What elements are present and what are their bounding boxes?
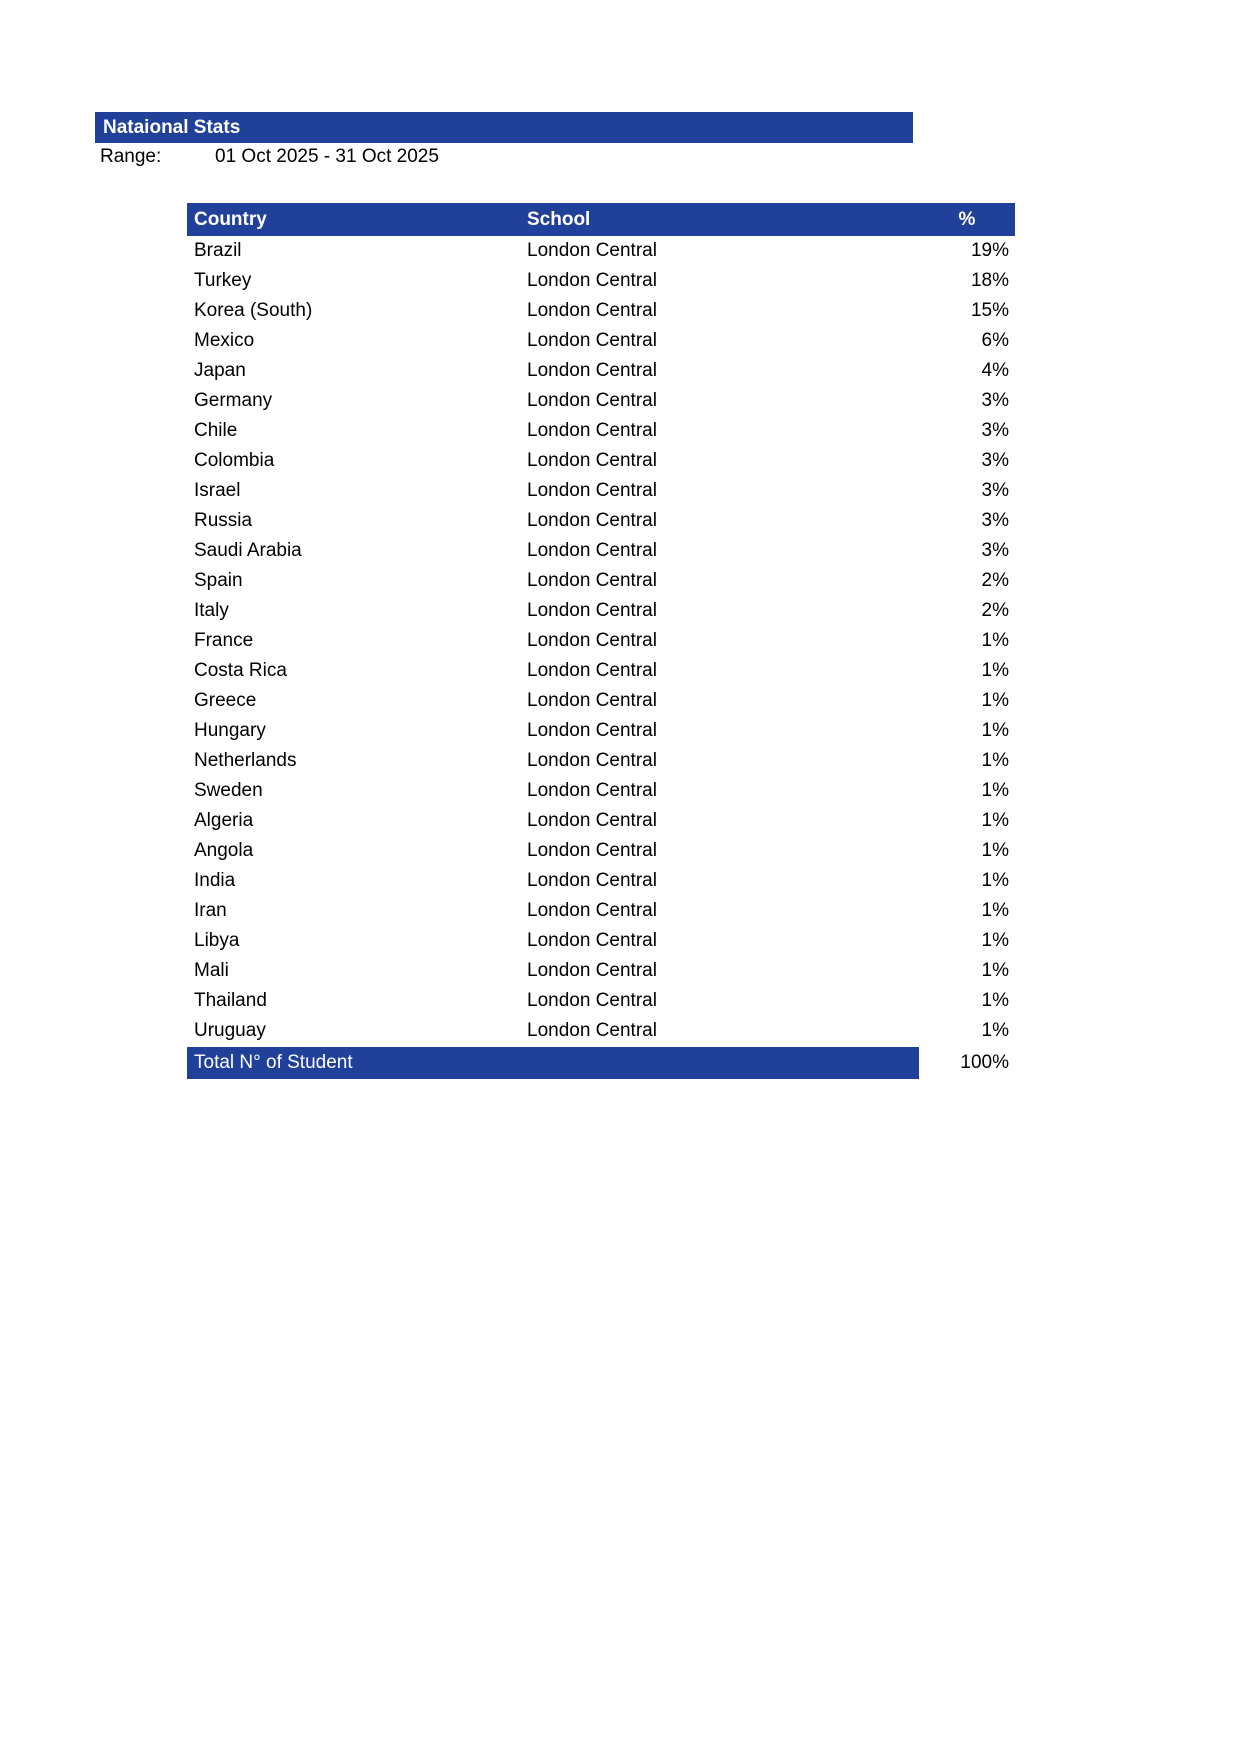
total-label: Total N° of Student: [194, 1052, 353, 1073]
total-row: [187, 1047, 1015, 1079]
percent-cell: 1%: [981, 690, 1009, 711]
school-cell: London Central: [527, 300, 657, 321]
school-cell: London Central: [527, 660, 657, 681]
percent-cell: 1%: [981, 630, 1009, 651]
country-cell: Sweden: [194, 780, 263, 801]
percent-cell: 3%: [981, 420, 1009, 441]
total-label-bar: [187, 1047, 919, 1079]
total-percent-value: 100%: [960, 1052, 1009, 1073]
country-cell: Greece: [194, 690, 257, 711]
country-cell: Russia: [194, 510, 253, 531]
percent-cell: 3%: [981, 480, 1009, 501]
table-row: [187, 926, 1015, 956]
school-cell: London Central: [527, 270, 657, 291]
country-cell: Chile: [194, 420, 238, 441]
country-cell: India: [194, 870, 236, 891]
school-cell: London Central: [527, 630, 657, 651]
table-header-row: [187, 203, 1015, 236]
table-row: [187, 626, 1015, 656]
percent-cell: 3%: [981, 390, 1009, 411]
percent-cell: 3%: [981, 540, 1009, 561]
table-body: [187, 236, 1015, 1046]
table-row: [187, 236, 1015, 266]
table-row: [187, 446, 1015, 476]
table-row: [187, 896, 1015, 926]
range-label: Range:: [100, 146, 162, 167]
percent-cell: 18%: [970, 270, 1009, 291]
table-row: [187, 266, 1015, 296]
percent-cell: 1%: [981, 840, 1009, 861]
table-row: [187, 1016, 1015, 1046]
percent-cell: 1%: [981, 720, 1009, 741]
percent-cell: 15%: [970, 300, 1009, 321]
school-cell: London Central: [527, 810, 657, 831]
table-row: [187, 776, 1015, 806]
percent-cell: 2%: [981, 570, 1009, 591]
country-cell: Costa Rica: [194, 660, 287, 681]
table-row: [187, 356, 1015, 386]
range-line: [100, 146, 700, 174]
table-row: [187, 806, 1015, 836]
country-cell: Mexico: [194, 330, 255, 351]
school-cell: London Central: [527, 1020, 657, 1041]
country-cell: Turkey: [194, 270, 252, 291]
country-cell: Japan: [194, 360, 246, 381]
country-cell: France: [194, 630, 254, 651]
table-row: [187, 686, 1015, 716]
percent-cell: 2%: [981, 600, 1009, 621]
table-row: [187, 866, 1015, 896]
school-cell: London Central: [527, 450, 657, 471]
school-cell: London Central: [527, 750, 657, 771]
table-row: [187, 296, 1015, 326]
table-row: [187, 566, 1015, 596]
nationality-stats-table: [187, 203, 1015, 1079]
country-cell: Netherlands: [194, 750, 297, 771]
table-row: [187, 536, 1015, 566]
country-cell: Mali: [194, 960, 229, 981]
percent-cell: 1%: [981, 750, 1009, 771]
country-cell: Spain: [194, 570, 243, 591]
country-cell: Iran: [194, 900, 227, 921]
percent-cell: 19%: [970, 240, 1009, 261]
country-cell: Colombia: [194, 450, 275, 471]
school-cell: London Central: [527, 360, 657, 381]
country-cell: Italy: [194, 600, 229, 621]
percent-cell: 1%: [981, 660, 1009, 681]
percent-cell: 6%: [981, 330, 1009, 351]
school-cell: London Central: [527, 780, 657, 801]
school-cell: London Central: [527, 420, 657, 441]
report-title-bar: [95, 112, 913, 143]
country-cell: Hungary: [194, 720, 266, 741]
table-row: [187, 956, 1015, 986]
school-cell: London Central: [527, 960, 657, 981]
country-cell: Brazil: [194, 240, 242, 261]
school-cell: London Central: [527, 990, 657, 1011]
school-cell: London Central: [527, 510, 657, 531]
range-value: 01 Oct 2025 - 31 Oct 2025: [215, 146, 439, 167]
country-cell: Saudi Arabia: [194, 540, 302, 561]
country-cell: Germany: [194, 390, 273, 411]
school-cell: London Central: [527, 930, 657, 951]
school-cell: London Central: [527, 600, 657, 621]
school-cell: London Central: [527, 900, 657, 921]
percent-cell: 1%: [981, 990, 1009, 1011]
table-row: [187, 476, 1015, 506]
country-cell: Algeria: [194, 810, 254, 831]
percent-cell: 1%: [981, 930, 1009, 951]
table-row: [187, 836, 1015, 866]
percent-cell: 3%: [981, 510, 1009, 531]
column-header-percent: %: [958, 208, 976, 230]
percent-cell: 1%: [981, 810, 1009, 831]
school-cell: London Central: [527, 570, 657, 591]
percent-cell: 4%: [981, 360, 1009, 381]
table-row: [187, 326, 1015, 356]
country-cell: Angola: [194, 840, 254, 861]
table-row: [187, 416, 1015, 446]
school-cell: London Central: [527, 870, 657, 891]
school-cell: London Central: [527, 240, 657, 261]
school-cell: London Central: [527, 540, 657, 561]
country-cell: Thailand: [194, 990, 267, 1011]
country-cell: Israel: [194, 480, 241, 501]
school-cell: London Central: [527, 840, 657, 861]
column-header-school: School: [527, 208, 591, 230]
table-row: [187, 656, 1015, 686]
percent-cell: 1%: [981, 1020, 1009, 1041]
table-row: [187, 506, 1015, 536]
column-header-country: Country: [194, 208, 267, 230]
table-row: [187, 716, 1015, 746]
table-row: [187, 386, 1015, 416]
percent-cell: 1%: [981, 900, 1009, 921]
table-row: [187, 596, 1015, 626]
report-title: Nataional Stats: [103, 116, 241, 138]
country-cell: Korea (South): [194, 300, 313, 321]
school-cell: London Central: [527, 480, 657, 501]
school-cell: London Central: [527, 690, 657, 711]
school-cell: London Central: [527, 390, 657, 411]
table-row: [187, 986, 1015, 1016]
school-cell: London Central: [527, 330, 657, 351]
country-cell: Libya: [194, 930, 240, 951]
school-cell: London Central: [527, 720, 657, 741]
percent-cell: 3%: [981, 450, 1009, 471]
percent-cell: 1%: [981, 780, 1009, 801]
country-cell: Uruguay: [194, 1020, 266, 1041]
table-row: [187, 746, 1015, 776]
percent-cell: 1%: [981, 960, 1009, 981]
percent-cell: 1%: [981, 870, 1009, 891]
